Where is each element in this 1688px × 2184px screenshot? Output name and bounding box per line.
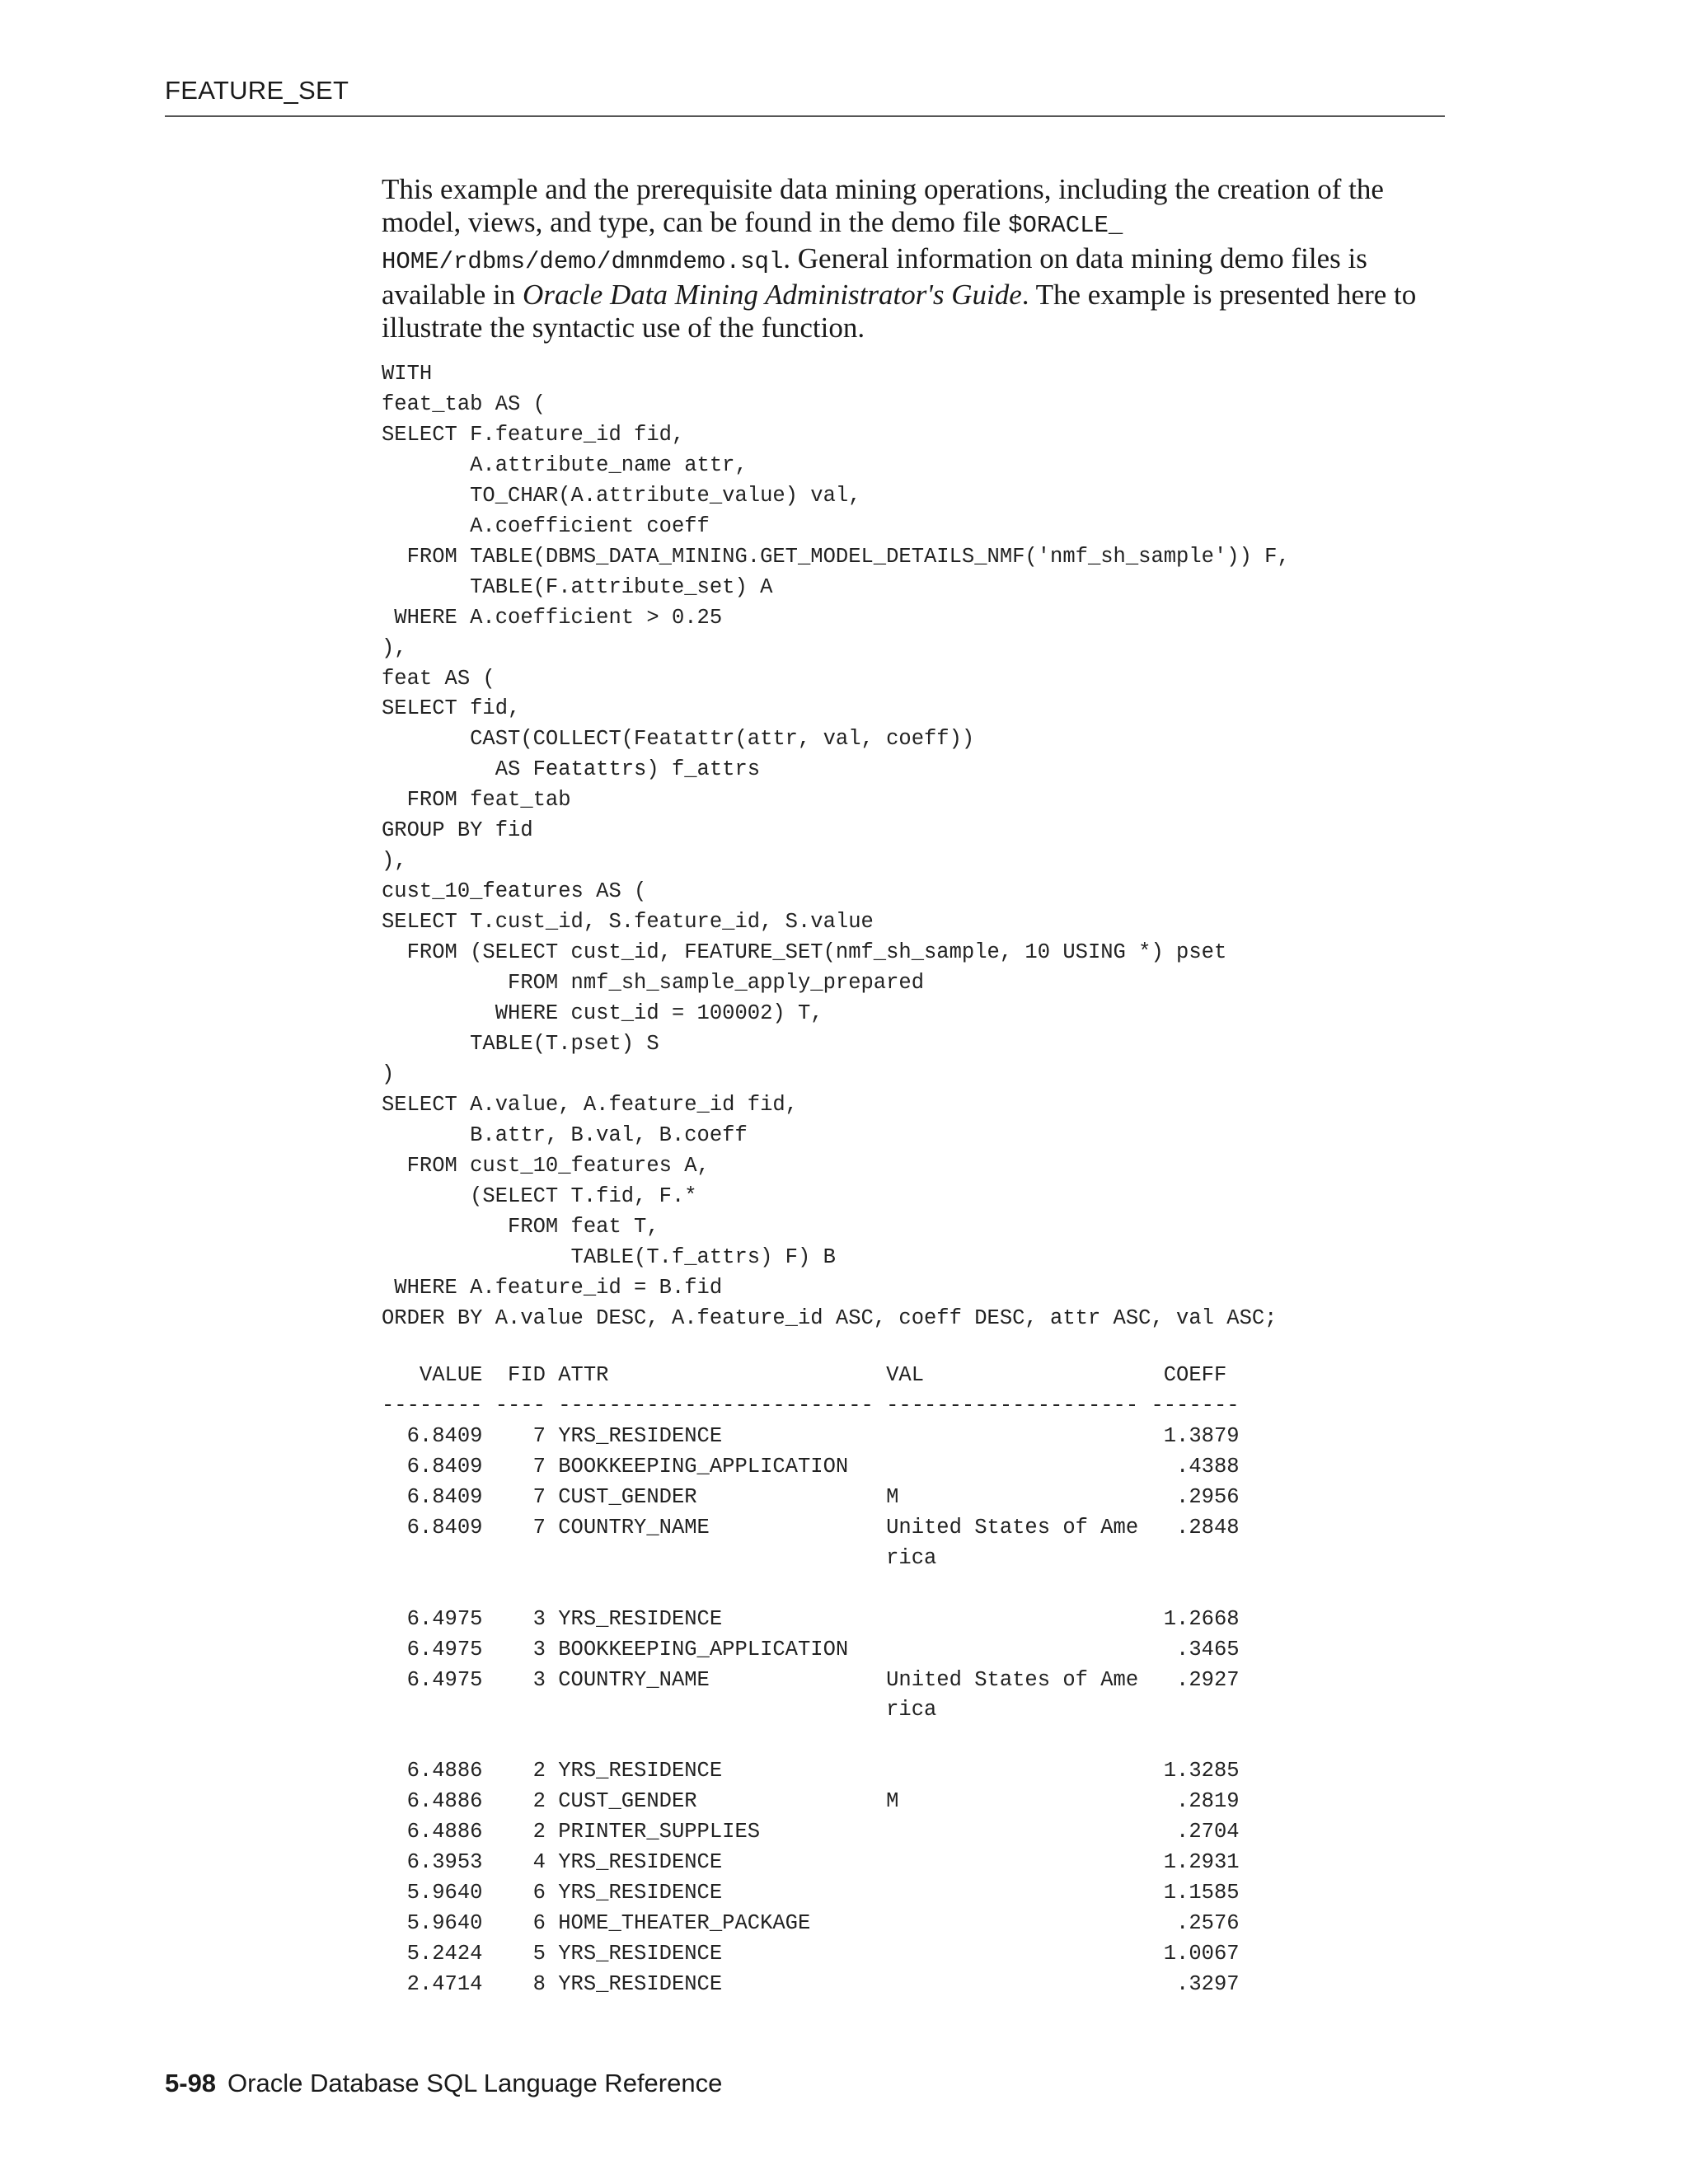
intro-text-1: This example and the prerequisite data mining operations, including the creation of the model, views, and type, can be found in the demo file — [382, 173, 1384, 238]
page-footer — [165, 2069, 722, 2098]
page-number: 5-98 — [165, 2069, 217, 2097]
query-results-table: VALUE FID ATTR VAL COEFF -------- ---- ------------------------- -------------------- ------- 6.8409 7 YRS_RESIDENCE 1.3879 6.8409 7 BOOKKEEPING_APPLICATION .4388 6.8409 7 CUST_GENDER M .2956 6.8409 7 COUNTRY_NAME United States of Ame .2848 rica 6.4975 3 YRS_RESIDENCE 1.2668 6.4975 3 BOOKKEEPING_APPLICATION .3465 6.4975 3 COUNTRY_NAME United States of Ame .2927 rica 6.4886 2 YRS_RESIDENCE 1.3285 6.4886 2 CUST_GENDER M .2819 6.4886 2 PRINTER_SUPPLIES .2704 6.3953 4 YRS_RESIDENCE 1.2931 5.9640 6 YRS_RESIDENCE 1.1585 5.9640 6 HOME_THEATER_PACKAGE .2576 5.2424 5 YRS_RESIDENCE 1.0067 2.4714 8 YRS_RESIDENCE .3297 — [382, 1363, 1240, 1997]
guide-title: Oracle Data Mining Administrator's Guide — [523, 279, 1022, 311]
demo-file-path: $ORACLE_ HOME/rdbms/demo/dmnmdemo.sql — [382, 212, 1123, 275]
sql-example-code: WITH feat_tab AS ( SELECT F.feature_id fid, A.attribute_name attr, TO_CHAR(A.attribute_value) val, A.coefficient coeff FROM TABLE(DBMS_DATA_MINING.GET_MODEL_DETAILS_NMF('nmf_sh_sample')) F, TABLE(F.attribute_set) A WHERE A.coefficient > 0.25 ), feat AS ( SELECT fid, CAST(COLLECT(Featattr(attr, val, coeff)) AS Featattrs) f_attrs FROM feat_tab GROUP BY fid ), cust_10_features AS ( SELECT T.cust_id, S.feature_id, S.value FROM (SELECT cust_id, FEATURE_SET(nmf_sh_sample, 10 USING *) pset FROM nmf_sh_sample_apply_prepared WHERE cust_id = 100002) T, TABLE(T.pset) S ) SELECT A.value, A.feature_id fid, B.attr, B.val, B.coeff FROM cust_10_features A, (SELECT T.fid, F.* FROM feat T, TABLE(T.f_attrs) F) B WHERE A.feature_id = B.fid ORDER BY A.value DESC, A.feature_id ASC, coeff DESC, attr ASC, val ASC; — [382, 362, 1290, 1330]
intro-paragraph — [382, 173, 1453, 344]
header-rule — [165, 115, 1445, 117]
intro-text-2: . General information on data mining demo files is available in — [382, 242, 1367, 311]
running-head-title: FEATURE_SET — [165, 76, 349, 105]
intro-text-3: . The example is presented here to illustrate the syntactic use of the function. — [382, 279, 1417, 344]
book-title: Oracle Database SQL Language Reference — [227, 2069, 723, 2097]
